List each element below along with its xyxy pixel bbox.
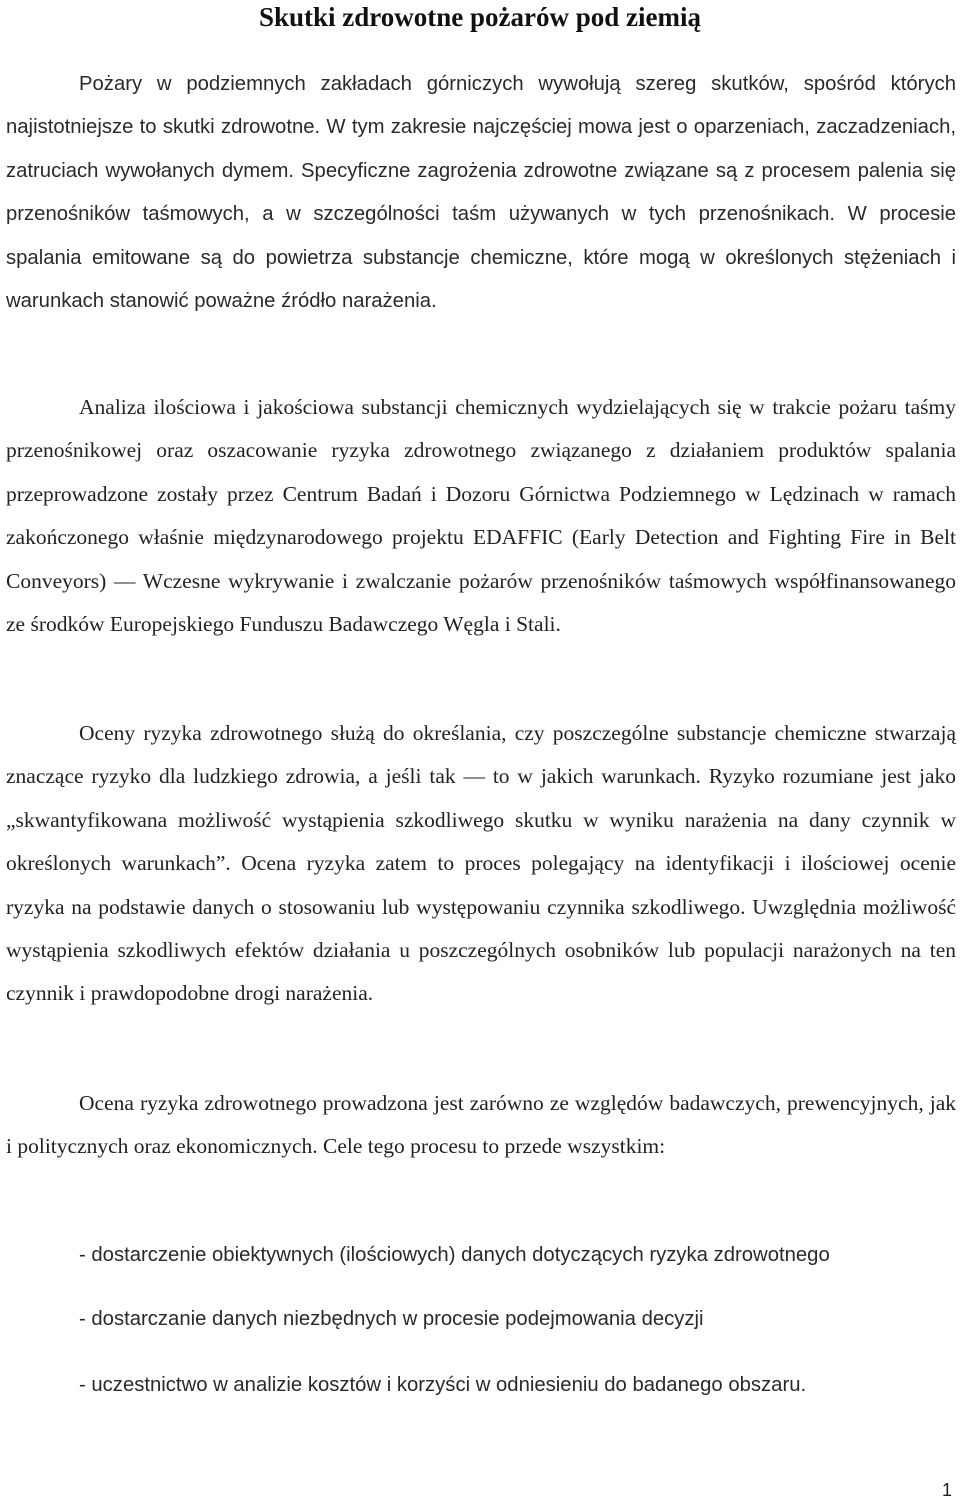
paragraph-goals: Ocena ryzyka zdrowotnego prowadzona jest zarówno ze względów badawczych, prewencyjnych, jak i politycznych oraz ekonomicznych. Cele tego procesu to przede wszystkim:	[6, 1091, 956, 1159]
paragraph-analysis: Analiza ilościowa i jakościowa substancji chemicznych wydzielających się w trakcie pożaru taśmy przenośnikowej oraz oszacowanie ryzyka zdrowotnego związanego z działaniem produktów spalania przeprowadzone zostały przez Centrum Badań i Dozoru Górnictwa Podziemnego w Lędzinach w ramach zakończonego właśnie międzynarodowego projektu EDAFFIC (Early Detection and Fighting Fire in Belt Conveyors) ― Wczesne wykrywanie i zwalczanie pożarów przenośników taśmowych współfinansowanego ze środków Europejskiego Funduszu Badawczego Węgla i Stali.	[6, 395, 956, 637]
paragraph-intro: Pożary w podziemnych zakładach górniczych wywołują szereg skutków, spośród których najistotniejsze to skutki zdrowotne. W tym zakresie najczęściej mowa jest o oparzeniach, zaczadzeniach, zatruciach wywołanych dymem. Specyficzne zagrożenia zdrowotne związane są z procesem palenia się przenośników taśmowych, a w szczególności taśm używanych w tych przenośnikach. W procesie spalania emitowane są do powietrza substancje chemiczne, które mogą w określonych stężeniach i warunkach stanowić poważne źródło narażenia.	[6, 73, 956, 313]
paragraph-risk-assessment: Oceny ryzyka zdrowotnego służą do określania, czy poszczególne substancje chemiczne stwarzają znaczące ryzyko dla ludzkiego zdrowia, a jeśli tak ― to w jakich warunkach. Ryzyko rozumiane jest jako „skwantyfikowana możliwość wystąpienia szkodliwego skutku w wyniku narażenia na dany czynnik w określonych warunkach”. Ocena ryzyka zatem to proces polegający na identyfikacji i ilościowej ocenie ryzyka na podstawie danych o stosowaniu lub występowaniu czynnika szkodliwego. Uwzględnia możliwość wystąpienia szkodliwych efektów działania u poszczególnych osobników lub populacji narażonych na ten czynnik i prawdopodobne drogi narażenia.	[6, 721, 956, 1006]
document-title: Skutki zdrowotne pożarów pod ziemią	[258, 2, 702, 32]
list-item: - dostarczanie danych niezbędnych w procesie podejmowania decyzji	[79, 1308, 704, 1330]
page-number: 1	[941, 1480, 952, 1500]
list-item: - uczestnictwo w analizie kosztów i korzyści w odniesieniu do badanego obszaru.	[79, 1374, 807, 1396]
list-item: - dostarczenie obiektywnych (ilościowych) danych dotyczących ryzyka zdrowotnego	[79, 1244, 830, 1266]
